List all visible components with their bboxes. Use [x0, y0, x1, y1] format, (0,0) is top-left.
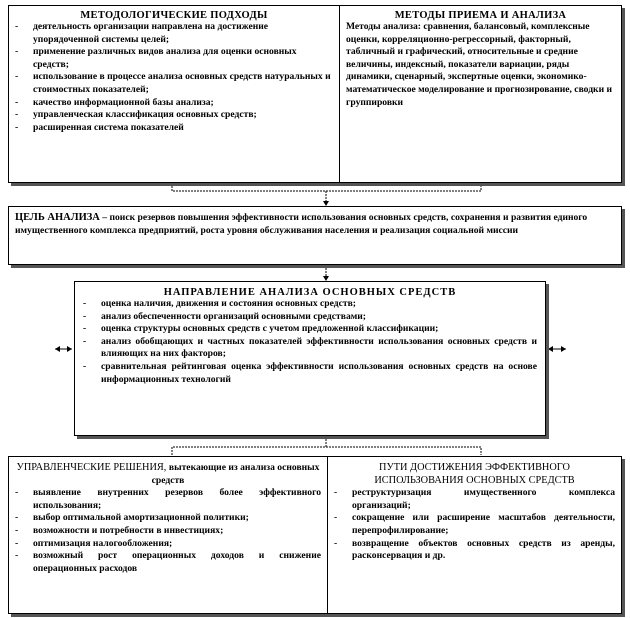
analysis-direction-box: [74, 281, 546, 436]
list-item: - управленческая классификация основных средств;: [15, 109, 257, 121]
list-item: - оптимизация налогообложения;: [15, 537, 173, 549]
management-decisions-box: [8, 456, 328, 614]
analysis-direction-title: НАПРАВЛЕНИЕ АНАЛИЗА ОСНОВНЫХ СРЕДСТВ: [163, 287, 457, 298]
analysis-methods-text: Методы анализа: сравнения, балансовый, комплексные оценки, корреляционно-регрессорный, факторный, табличный и графический, относительные и средние величины, индексный, показатели вариации, ряды динамики, сценарный, экспертные оценки, экономико-математическое моделирование и прогнозирование, сводки и группировки: [346, 21, 613, 108]
list-item: - реструктуризация имущественного комплекса организаций;: [334, 487, 615, 511]
list-item: - сокращение или расширение масштабов деятельности, перепрофилирование;: [334, 512, 615, 536]
list-item: - сравнительная рейтинговая оценка эффективности использования основных средств на основе информационных технологий: [83, 360, 537, 385]
list-item: - возвращение объектов основных средств из аренды, расконсервация и др.: [334, 537, 615, 562]
list-item: - качество информационной базы анализа;: [15, 96, 214, 108]
ways-to-efficiency-title: ПУТИ ДОСТИЖЕНИЯ ЭФФЕКТИВНОГО ИСПОЛЬЗОВАНИЯ ОСНОВНЫХ СРЕДСТВ: [374, 462, 575, 486]
list-item: - выбор оптимальной амортизационной политики;: [15, 512, 249, 524]
list-item: - оценка структуры основных средств с учетом предложенной классификации;: [83, 323, 439, 335]
methodological-approaches-title: МЕТОДОЛОГИЧЕСКИЕ ПОДХОДЫ: [80, 10, 268, 21]
analysis-goal-text: ЦЕЛЬ АНАЛИЗА – поиск резервов повышения эффективности использования основных средств, сохранения и развития единого имущественного комплекса предприятий, роста уровня обслуживания населения и реализация социальной миссии: [15, 212, 588, 236]
analysis-methods-title: МЕТОДЫ ПРИЕМА И АНАЛИЗА: [394, 10, 567, 21]
management-decisions-title: УПРАВЛЕНЧЕСКИЕ РЕШЕНИЯ, вытекающие из анализа основных средств: [16, 462, 320, 486]
list-item: - возможности и потребности в инвестициях;: [15, 524, 224, 536]
list-item: - использование в процессе анализа основных средств натуральных и стоимостных показателей;: [15, 71, 331, 95]
list-item: - возможный рост операционных доходов и снижение операционных расходов: [15, 550, 321, 574]
methodological-approaches-box: [8, 5, 340, 183]
list-item: - оценка наличия, движения и состояния основных средств;: [83, 298, 356, 309]
list-item: - выявление внутренних резервов более эффективного использования;: [15, 487, 321, 511]
analysis-methods-box: [339, 5, 622, 183]
ways-to-efficiency-box: [327, 456, 622, 614]
list-item: - деятельность организации направлена на достижение упорядоченной системы целей;: [15, 21, 269, 45]
list-item: - анализ обобщающих и частных показателей эффективности использования основных средств и влияющих на них факторов;: [83, 335, 537, 360]
list-item: - применение различных видов анализа для оценки основных средств;: [15, 46, 297, 70]
list-item: - анализ обеспеченности организаций основными средствами;: [83, 310, 366, 322]
analysis-goal-box: [8, 206, 622, 265]
list-item: - расширенная система показателей: [15, 121, 184, 133]
